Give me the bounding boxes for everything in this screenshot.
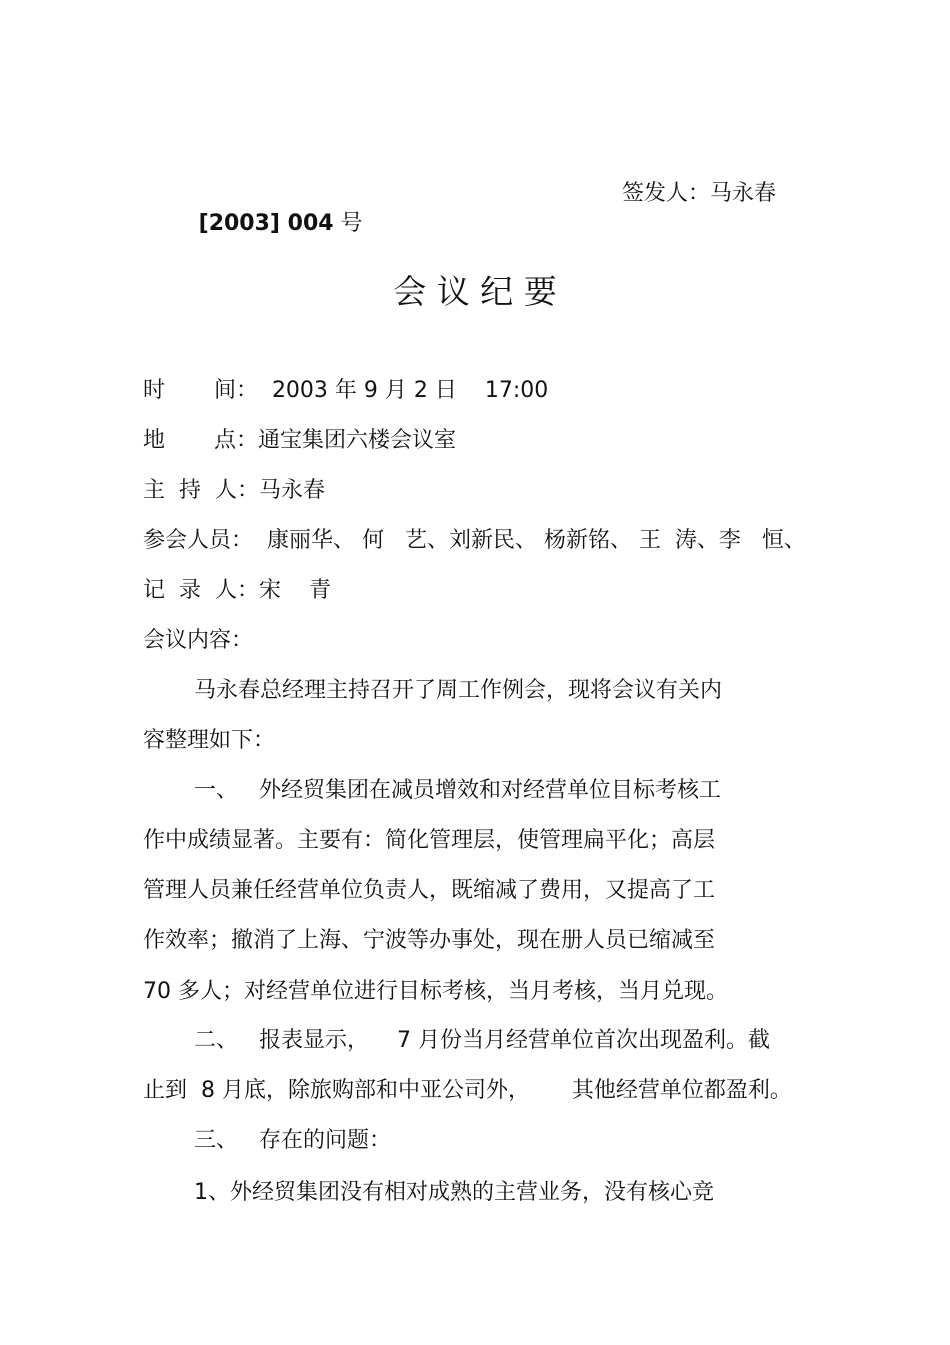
paragraph-line: 止到 8 月底，除旅购部和中亚公司外， 其他经营单位都盈利。 (143, 1078, 792, 1103)
paragraph-line: 作效率；撤消了上海、宁波等办事处，现在册人员已缩减至 (143, 928, 716, 953)
meeting-place: 地 点：通宝集团六楼会议室 (143, 428, 456, 453)
paragraph-line: 1、外经贸集团没有相对成熟的主营业务，没有核心竞 (194, 1180, 714, 1205)
paragraph-line: 管理人员兼任经营单位负责人，既缩减了费用，又提高了工 (143, 878, 716, 903)
issuer: 签发人：马永春 (622, 181, 777, 206)
content-label: 会议内容： (143, 628, 254, 653)
paragraph-line: 一、 外经贸集团在减员增效和对经营单位目标考核工 (194, 778, 721, 803)
meeting-host: 主 持 人：马永春 (143, 478, 325, 503)
paragraph-line: 容整理如下： (143, 728, 276, 753)
paragraph-line: 马永春总经理主持召开了周工作例会，现将会议有关内 (194, 678, 723, 703)
document-number-value: [2003] 004 (198, 211, 334, 236)
document-number (168, 179, 363, 269)
meeting-time: 时 间： 2003 年 9 月 2 日 17:00 (143, 378, 549, 403)
document-number-suffix: 号 (333, 211, 363, 236)
paragraph-line: 二、 报表显示， 7 月份当月经营单位首次出现盈利。截 (194, 1028, 770, 1053)
paragraph-line: 三、 存在的问题： (194, 1128, 391, 1153)
paragraph-line: 作中成绩显著。主要有：简化管理层，使管理扁平化；高层 (143, 828, 716, 853)
meeting-attendees: 参会人员： 康丽华、 何 艺、刘新民、 杨新铭、 王 涛、李 恒、 (143, 528, 806, 553)
page-title: 会 议 纪 要 (393, 272, 557, 311)
meeting-recorder: 记 录 人：宋 青 (143, 578, 331, 603)
paragraph-line: 70 多人；对经营单位进行目标考核，当月考核，当月兑现。 (143, 979, 728, 1004)
